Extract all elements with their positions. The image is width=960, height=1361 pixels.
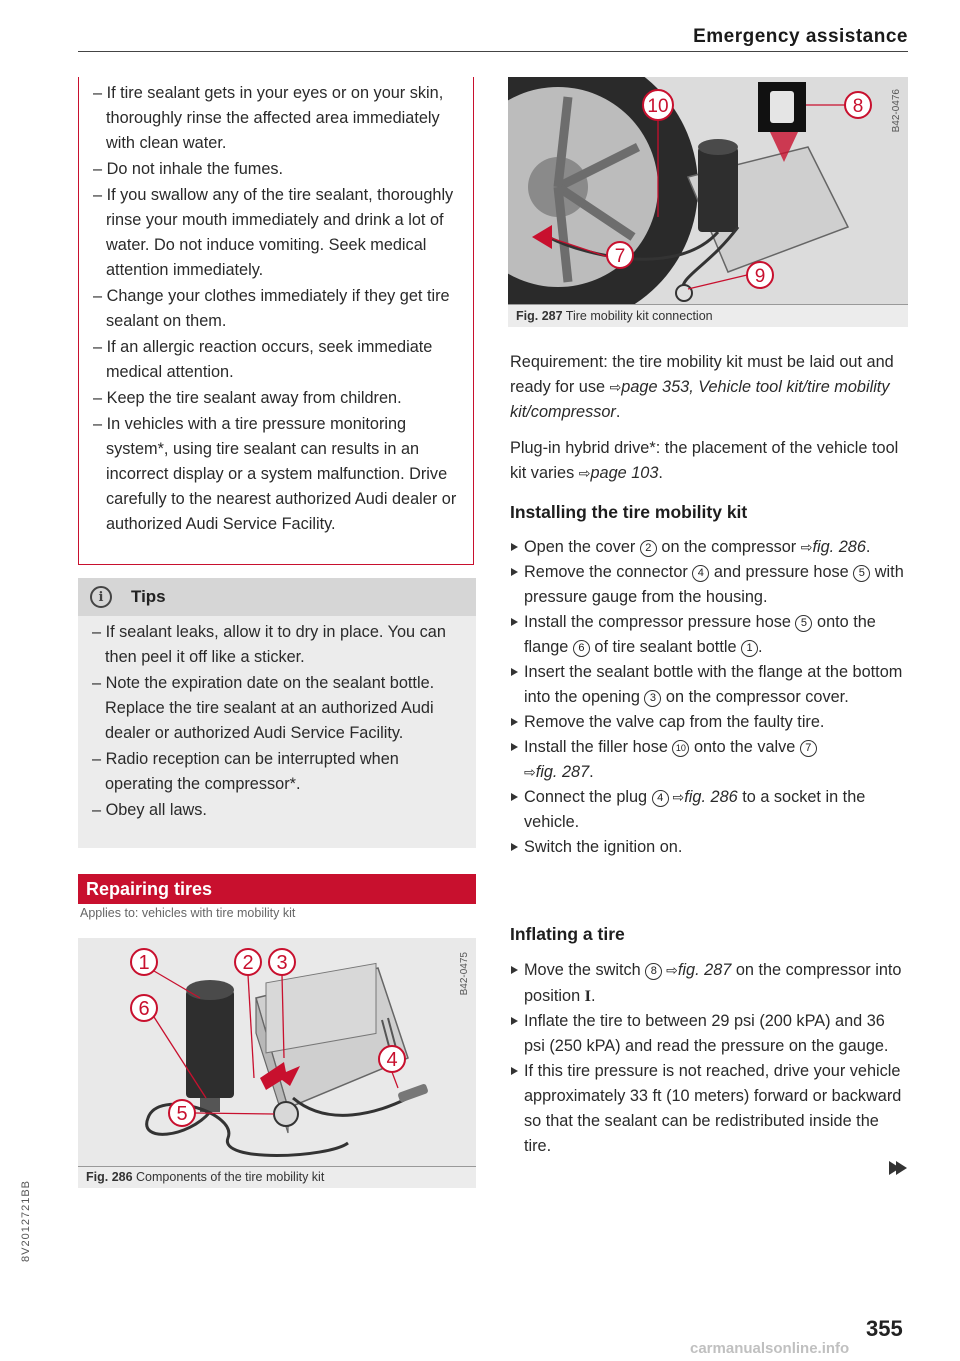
callout-ref: 8 [645,963,662,980]
callout-ref: 6 [573,640,590,657]
warning-item: – If tire sealant gets in your eyes or on your skin, thoroughly rinse the affected area immediately with clean water. [93,84,444,152]
arrow-icon: ⇨ [668,789,685,805]
warning-item: – Change your clothes immediately if they get tire sealant on them. [93,287,450,330]
fig-ref-link[interactable]: fig. 286 [812,538,866,556]
info-icon: i [90,586,112,608]
plugin-end: . [658,464,663,482]
callout-10: 10 [647,96,669,117]
callout-8: 8 [852,96,864,117]
figure-286-code: B42-0475 [459,952,470,996]
callout-ref: 7 [800,740,817,757]
arrow-icon: ⇨ [662,962,678,978]
requirement-text: Requirement: the tire mobility kit must be laid out and ready for use [510,353,894,396]
warning-item: – Keep the tire sealant away from children. [93,389,402,407]
inflating-steps [510,958,905,1159]
installing-step: Open the cover 2 on the compressor ⇨fig. 286. [510,535,905,560]
page-header-title: Emergency assistance [693,26,908,47]
warning-item: – If an allergic reaction occurs, seek immediate medical attention. [93,338,433,381]
figure-286-caption [86,1170,324,1184]
applies-to-note: Applies to: vehicles with tire mobility kit [80,906,296,920]
page-number: 355 [866,1316,903,1341]
callout-ref: 1 [741,640,758,657]
fig-ref-link[interactable]: fig. 287 [677,961,732,979]
arrow-icon: ⇨ [800,539,813,555]
installing-step: Switch the ignition on. [510,835,905,860]
plugin-hybrid-paragraph [510,436,905,486]
figure-287-illustration [508,77,908,305]
callout-ref: 5 [795,615,812,632]
requirement-paragraph [510,350,905,425]
installing-step: Remove the connector 4 and pressure hose 5 with pressure gauge from the housing. [510,560,905,610]
callout-ref: 2 [640,540,657,557]
warning-item: – If you swallow any of the tire sealant, thoroughly rinse your mouth immediately and drink a lot of water. Do not induce vomiting. Seek medical attention immediately. [93,186,454,279]
callout-ref: 5 [853,565,870,582]
header-rule [78,51,908,52]
callout-9: 9 [754,266,766,287]
figure-287-caption [516,309,713,323]
callout-ref: 4 [692,565,709,582]
installing-step: Insert the sealant bottle with the flange at the bottom into the opening 3 on the compressor cover. [510,660,905,710]
tire-connection-illustration [508,77,908,304]
inflating-step: If this tire pressure is not reached, drive your vehicle approximately 33 ft (10 meters) forward or backward so that the sealant can be redistributed inside the tire. [510,1059,905,1159]
callout-ref: 10 [672,740,689,757]
figure-286 [78,938,476,1188]
inflating-heading: Inflating a tire [510,924,625,944]
tips-item: – Obey all laws. [92,801,207,819]
figure-287 [508,77,908,327]
continue-arrow-icon [896,1161,907,1175]
installing-step: Remove the valve cap from the faulty tire. [510,710,905,735]
callout-5: 5 [176,1103,188,1125]
document-code: 8V2012721BB [20,1180,32,1262]
watermark: carmanualsonline.info [690,1340,850,1357]
figure-286-illustration [78,938,476,1167]
plugin-text: Plug-in hybrid drive*: the placement of the vehicle tool kit varies [510,439,899,482]
figure-287-code: B42-0476 [891,89,902,133]
warning-box [78,77,474,565]
tips-header [78,578,476,616]
callout-3: 3 [276,952,288,974]
tips-item: – Radio reception can be interrupted when operating the compressor*. [92,750,399,793]
arrow-icon: ⇨ [578,465,591,481]
installing-step: Connect the plug 4 ⇨fig. 286 to a socket in the vehicle. [510,785,905,835]
fig-ref-link[interactable]: fig. 286 [684,788,738,806]
installing-step: Install the filler hose 10 onto the valve 7 ⇨fig. 287. [510,735,905,785]
callout-1: 1 [138,952,150,974]
tips-body [78,616,476,848]
callout-ref: 3 [644,690,661,707]
requirement-ref-link[interactable]: page 353, Vehicle tool kit/tire mobility kit/compressor [510,378,890,421]
figure-286-number: Fig. 286 [86,1170,133,1184]
tips-item: – Note the expiration date on the sealant bottle. Replace the tire sealant at an authorized Audi dealer or authorized Audi Service Facility. [92,674,435,742]
figure-287-number: Fig. 287 [516,309,563,323]
callout-6: 6 [138,998,150,1020]
section-title: Repairing tires [78,874,476,904]
inflating-step: Move the switch 8 ⇨fig. 287 on the compressor into position I. [510,958,905,1009]
installing-step: Install the compressor pressure hose 5 onto the flange 6 of tire sealant bottle 1 . [510,610,905,660]
requirement-end: . [615,403,621,421]
inflating-step: Inflate the tire to between 29 psi (200 kPA) and 36 psi (250 kPA) and read the pressure on the gauge. [510,1009,905,1059]
warning-item: – Do not inhale the fumes. [93,160,284,178]
tips-label: Tips [131,587,166,606]
installing-steps [510,535,905,860]
callout-7: 7 [614,246,626,267]
tips-item: – If sealant leaks, allow it to dry in place. You can then peel it off like a sticker. [92,623,446,666]
warning-item: – In vehicles with a tire pressure monitoring system*, using tire sealant can results in an incorrect display or a system malfunction. Drive carefully to the nearest authorized Audi dealer or authorized Audi Service Facility. [93,415,457,533]
callout-2: 2 [242,952,254,974]
switch-position: I [584,986,591,1005]
callout-4: 4 [386,1049,398,1071]
plugin-ref-link[interactable]: page 103 [590,464,659,482]
arrow-icon: ⇨ [524,764,536,780]
installing-heading: Installing the tire mobility kit [510,502,748,522]
callout-ref: 4 [652,790,669,807]
figure-287-caption-text: Tire mobility kit connection [565,309,713,323]
fig-ref-link[interactable]: fig. 287 [535,763,590,781]
figure-286-caption-text: Components of the tire mobility kit [136,1170,325,1184]
tire-mobility-kit-illustration [78,938,476,1166]
arrow-icon: ⇨ [609,379,622,395]
